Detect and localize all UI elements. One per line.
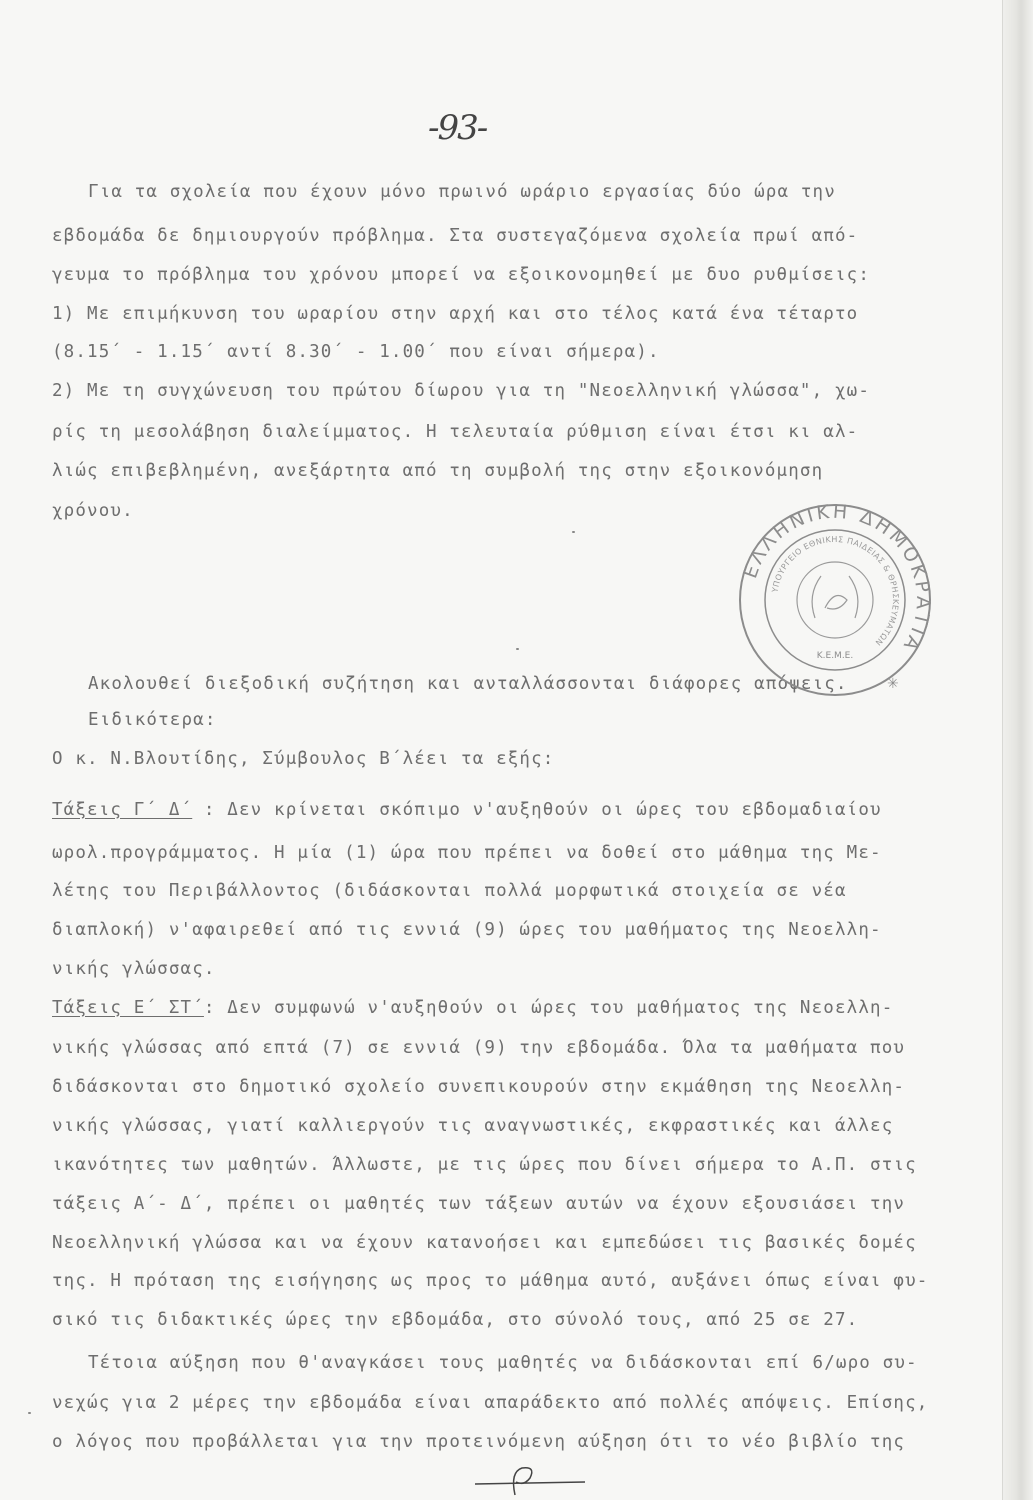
paragraph-1-line-1: Για τα σχολεία που έχουν μόνο πρωινό ωράριο εργασίας δύο ώρα την	[88, 182, 836, 202]
section-gd-first-text: : Δεν κρίνεται σκόπιμο ν'αυξηθούν οι ώρες του εβδομαδιαίου	[192, 800, 882, 820]
section-est-line-2: νικής γλώσσας από επτά (7) σε εννιά (9) την εβδομάδα. Όλα τα μαθήματα που	[52, 1038, 906, 1058]
paragraph-1-line-7: ρίς τη μεσολάβηση διαλείμματος. Η τελευταία ρύθμιση είναι έτσι κι αλ-	[52, 422, 859, 442]
page-number: -93-	[428, 108, 487, 148]
section-est-line-5: ικανότητες των μαθητών. Άλλωστε, με τις ώρες που δίνει σήμερα το Α.Π. στις	[52, 1155, 917, 1175]
section-gd-label: Τάξεις Γ΄ Δ΄	[52, 800, 193, 820]
binding-edge	[1002, 0, 1033, 1500]
section-est-line-4: νικής γλώσσας, γιατί καλλιεργούν τις αναγνωστικές, εκφραστικές και άλλες	[52, 1116, 894, 1136]
section-gd-line-1	[52, 802, 882, 820]
official-stamp	[735, 500, 935, 700]
paragraph-last-line-1: Τέτοια αύξηση που θ'αναγκάσει τους μαθητές να διδάσκονται επί 6/ωρο συ-	[88, 1353, 918, 1373]
stamp-bottom-text: Κ.Ε.Μ.Ε.	[816, 651, 854, 661]
section-est-first-text: : Δεν συμφωνώ ν'αυξηθούν οι ώρες του μαθήματος της Νεοελλη-	[203, 998, 894, 1018]
speaker-line: Ο κ. Ν.Βλουτίδης, Σύμβουλος Β΄λέει τα εξής:	[52, 749, 555, 769]
paragraph-last-line-2: νεχώς για 2 μέρες την εβδομάδα είναι απαράδεκτο από πολλές απόψεις. Επίσης,	[52, 1393, 929, 1413]
stamp-outer-text: ΕΛΛΗΝΙΚΗ ΔΗΜΟΚΡΑΤΙΑ	[739, 500, 935, 657]
section-est-label: Τάξεις Ε΄ ΣΤ΄	[52, 998, 204, 1018]
discussion-intro: Ακολουθεί διεξοδική συζήτηση και ανταλλάσσονται διάφορες απόψεις.	[88, 674, 848, 694]
paragraph-1-line-6: 2) Με τη συγχώνευση του πρώτου δίωρου για τη "Νεοελληνική γλώσσα", χω-	[52, 381, 871, 401]
section-est-line-9: σικό τις διδακτικές ώρες την εβδομάδα, στο σύνολό τους, από 25 σε 27.	[52, 1310, 859, 1330]
stamp-emblem-icon	[812, 576, 858, 618]
paragraph-last-line-3: ο λόγος που προβάλλεται για την προτεινόμενη αύξηση ότι το νέο βιβλίο της	[52, 1432, 906, 1452]
section-est-line-3: διδάσκονται στο δημοτικό σχολείο συνεπικουρούν στην εκμάθηση της Νεοελλη-	[52, 1077, 906, 1097]
handwritten-scribble	[470, 1462, 590, 1500]
paragraph-1-line-9: χρόνου.	[52, 501, 134, 521]
section-gd-line-2: ωρολ.προγράμματος. Η μία (1) ώρα που πρέπει να δοθεί στο μάθημα της Με-	[52, 843, 882, 863]
paragraph-1-line-3: γευμα το πρόβλημα του χρόνου μπορεί να εξοικονομηθεί με δυο ρυθμίσεις:	[52, 265, 871, 285]
section-est-line-7: Νεοελληνική γλώσσα και να έχουν κατανοήσει και εμπεδώσει τις βασικές δομές	[52, 1233, 917, 1253]
section-gd-line-3: λέτης του Περιβάλλοντος (διδάσκονται πολλά μορφωτικά στοιχεία σε νέα	[52, 881, 847, 901]
section-est-line-8: της. Η πρόταση της εισήγησης ως προς το μάθημα αυτό, αυξάνει όπως είναι φυ-	[52, 1271, 929, 1291]
section-gd-line-5: νικής γλώσσας.	[52, 959, 216, 979]
stamp-inner-text: ΥΠΟΥΡΓΕΙΟ ΕΘΝΙΚΗΣ ΠΑΙΔΕΙΑΣ & ΘΡΗΣΚΕΥΜΑΤΩΝ	[770, 534, 901, 648]
paragraph-1-line-4: 1) Με επιμήκυνση του ωραρίου στην αρχή και στο τέλος κατά ένα τέταρτο	[52, 304, 859, 324]
specifically-label: Ειδικότερα:	[88, 710, 217, 730]
stamp-star-icon: ✳	[887, 676, 899, 692]
paragraph-1-line-2: εβδομάδα δε δημιουργούν πρόβλημα. Στα συστεγαζόμενα σχολεία πρωί από-	[52, 226, 859, 246]
scan-speck	[516, 648, 519, 650]
section-gd-line-4: διαπλοκή) ν'αφαιρεθεί από τις εννιά (9) ώρες του μαθήματος της Νεοελλη-	[52, 920, 882, 940]
section-est-line-1	[52, 1000, 893, 1018]
paragraph-1-line-8: λιώς επιβεβλημένη, ανεξάρτητα από τη συμβολή της στην εξοικονόμηση	[52, 461, 824, 481]
scan-speck	[28, 1412, 31, 1414]
paragraph-1-line-5: (8.15΄ - 1.15΄ αντί 8.30΄ - 1.00΄ που είναι σήμερα).	[52, 342, 660, 362]
section-est-line-6: τάξεις Α΄- Δ΄, πρέπει οι μαθητές των τάξεων αυτών να έχουν εξουσιάσει την	[52, 1194, 906, 1214]
scan-speck	[572, 531, 575, 533]
